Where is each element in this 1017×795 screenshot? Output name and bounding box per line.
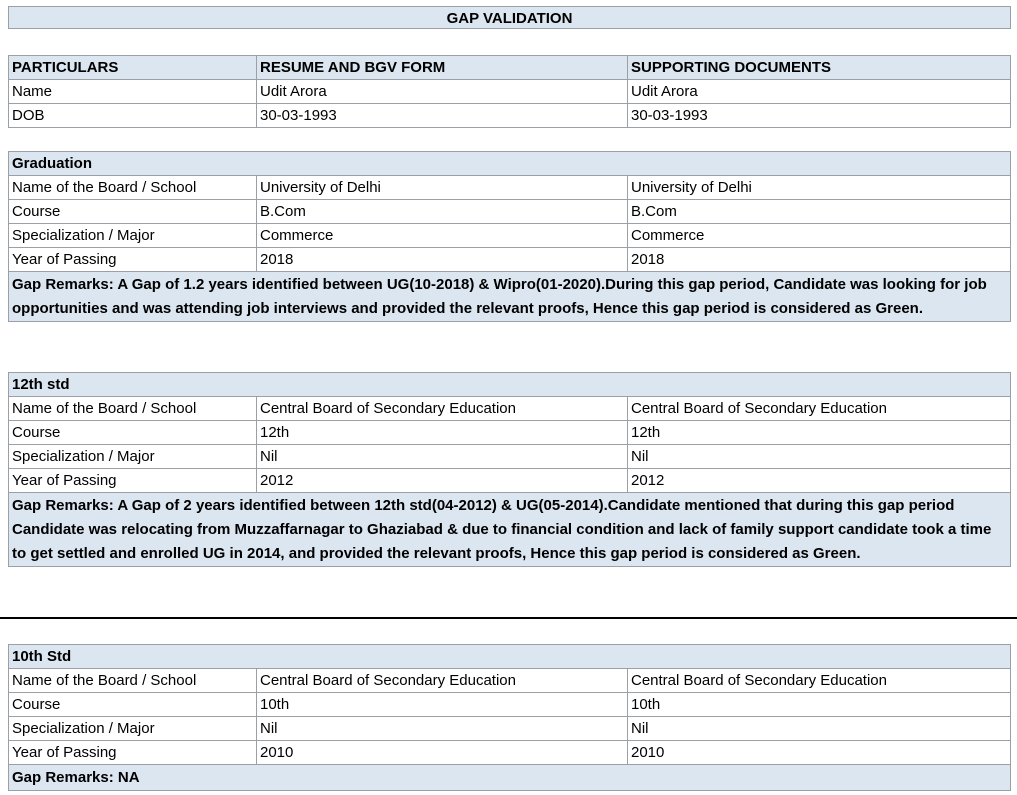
resume-value: Commerce: [257, 224, 628, 248]
particulars-table: [8, 55, 1011, 128]
row-label: Course: [9, 421, 257, 445]
docs-value: Nil: [628, 717, 1011, 741]
docs-value: Central Board of Secondary Education: [628, 669, 1011, 693]
section-heading: Graduation: [9, 152, 1011, 176]
docs-value: 2012: [628, 469, 1011, 493]
resume-value: Central Board of Secondary Education: [257, 397, 628, 421]
table-row: [9, 224, 1011, 248]
docs-value: University of Delhi: [628, 176, 1011, 200]
row-label: Year of Passing: [9, 741, 257, 765]
docs-value: 2018: [628, 248, 1011, 272]
row-label: Name of the Board / School: [9, 176, 257, 200]
column-header-resume: RESUME AND BGV FORM: [257, 56, 628, 80]
row-label: Year of Passing: [9, 469, 257, 493]
resume-value: 30-03-1993: [257, 104, 628, 128]
row-label: Name of the Board / School: [9, 397, 257, 421]
graduation-table: [8, 151, 1011, 322]
table-row: [9, 669, 1011, 693]
docs-value: Central Board of Secondary Education: [628, 397, 1011, 421]
docs-value: B.Com: [628, 200, 1011, 224]
row-label: Name of the Board / School: [9, 669, 257, 693]
row-label: Course: [9, 200, 257, 224]
table-row: [9, 80, 1011, 104]
resume-value: University of Delhi: [257, 176, 628, 200]
resume-value: 2010: [257, 741, 628, 765]
row-label: Course: [9, 693, 257, 717]
table-row: [9, 693, 1011, 717]
row-label: Specialization / Major: [9, 717, 257, 741]
docs-value: Commerce: [628, 224, 1011, 248]
table-row: [9, 741, 1011, 765]
tenth-table: [8, 644, 1011, 791]
docs-value: 10th: [628, 693, 1011, 717]
table-row: [9, 200, 1011, 224]
page-title: GAP VALIDATION: [8, 6, 1011, 29]
gap-remarks: Gap Remarks: A Gap of 1.2 years identified between UG(10-2018) & Wipro(01-2020).During this gap period, Candidate was looking for job opportunities and was attending job interviews and provided the relevant proofs, Hence this gap period is considered as Green.: [9, 272, 1011, 322]
section-heading: 12th std: [9, 373, 1011, 397]
section-heading: 10th Std: [9, 645, 1011, 669]
column-header-docs: SUPPORTING DOCUMENTS: [628, 56, 1011, 80]
docs-value: 30-03-1993: [628, 104, 1011, 128]
twelfth-table: [8, 372, 1011, 567]
gap-remarks: Gap Remarks: NA: [9, 765, 1011, 791]
docs-value: 2010: [628, 741, 1011, 765]
resume-value: B.Com: [257, 200, 628, 224]
resume-value: 2012: [257, 469, 628, 493]
section-divider: [0, 617, 1017, 619]
table-row: [9, 397, 1011, 421]
row-label: Name: [9, 80, 257, 104]
row-label: DOB: [9, 104, 257, 128]
row-label: Specialization / Major: [9, 224, 257, 248]
resume-value: Nil: [257, 717, 628, 741]
table-row: [9, 469, 1011, 493]
resume-value: Udit Arora: [257, 80, 628, 104]
resume-value: 2018: [257, 248, 628, 272]
header-row: [9, 56, 1011, 80]
resume-value: Nil: [257, 445, 628, 469]
table-row: [9, 176, 1011, 200]
docs-value: Nil: [628, 445, 1011, 469]
table-row: [9, 421, 1011, 445]
gap-remarks: Gap Remarks: A Gap of 2 years identified between 12th std(04-2012) & UG(05-2014).Candidate mentioned that during this gap period Candidate was relocating from Muzzaffarnagar to Ghaziabad & due to financial condition and lack of family support candidate took a time to get settled and enrolled UG in 2014, and provided the relevant proofs, Hence this gap period is considered as Green.: [9, 493, 1011, 567]
resume-value: Central Board of Secondary Education: [257, 669, 628, 693]
resume-value: 12th: [257, 421, 628, 445]
docs-value: Udit Arora: [628, 80, 1011, 104]
column-header-particulars: PARTICULARS: [9, 56, 257, 80]
table-row: [9, 717, 1011, 741]
table-row: [9, 104, 1011, 128]
row-label: Specialization / Major: [9, 445, 257, 469]
row-label: Year of Passing: [9, 248, 257, 272]
table-row: [9, 248, 1011, 272]
docs-value: 12th: [628, 421, 1011, 445]
table-row: [9, 445, 1011, 469]
resume-value: 10th: [257, 693, 628, 717]
